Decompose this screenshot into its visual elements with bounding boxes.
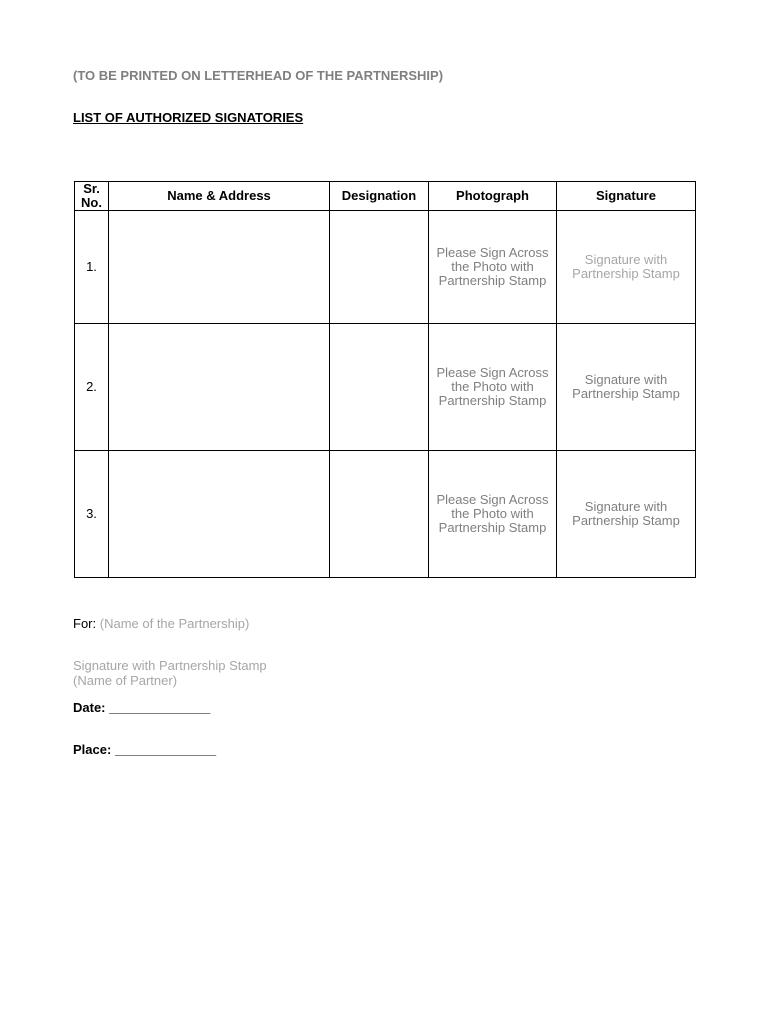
column-header-sr-no-line1: Sr. <box>83 181 100 196</box>
photo-instruction-line1: Please Sign Across <box>436 492 549 507</box>
signature-cell <box>557 451 696 578</box>
table-row <box>75 451 696 578</box>
date-label: Date: <box>73 700 106 715</box>
signature-instruction-line2: Partnership Stamp <box>572 513 680 528</box>
photo-instruction-line3: Partnership Stamp <box>438 520 547 535</box>
photo-instruction-line2: the Photo with <box>451 259 534 274</box>
name-address-cell[interactable] <box>109 324 330 451</box>
letterhead-note: (TO BE PRINTED ON LETTERHEAD OF THE PARTNERSHIP) <box>73 68 444 83</box>
signature-placeholder: Signature with Partnership Stamp <box>73 658 267 673</box>
designation-cell[interactable] <box>330 211 429 324</box>
signatories-table <box>74 181 696 578</box>
place-label: Place: <box>73 742 112 757</box>
for-label: For: <box>73 616 97 631</box>
photo-instruction-line3: Partnership Stamp <box>438 393 547 408</box>
photo-instruction-line1: Please Sign Across <box>436 245 549 260</box>
table-row <box>75 324 696 451</box>
photograph-cell <box>429 211 557 324</box>
column-header-signature: Signature <box>557 182 696 211</box>
sr-no-cell: 2. <box>75 324 109 451</box>
table-row <box>75 211 696 324</box>
place-blank[interactable]: ______________ <box>114 742 217 757</box>
column-header-sr-no <box>75 182 109 211</box>
name-address-cell[interactable] <box>109 211 330 324</box>
signature-instruction-line1: Signature with <box>584 499 668 514</box>
partner-name-placeholder: (Name of Partner) <box>73 673 178 688</box>
signature-cell <box>557 211 696 324</box>
signature-instruction-line2: Partnership Stamp <box>572 386 680 401</box>
signature-instruction-line2: Partnership Stamp <box>572 266 680 281</box>
photo-instruction-line2: the Photo with <box>451 506 534 521</box>
photograph-cell <box>429 451 557 578</box>
column-header-name-address: Name & Address <box>109 182 330 211</box>
place-line <box>73 742 216 757</box>
table-header-row <box>75 182 696 211</box>
photo-instruction-line2: the Photo with <box>451 379 534 394</box>
name-address-cell[interactable] <box>109 451 330 578</box>
designation-cell[interactable] <box>330 451 429 578</box>
column-header-designation: Designation <box>330 182 429 211</box>
signature-cell <box>557 324 696 451</box>
signature-instruction-line1: Signature with <box>584 372 668 387</box>
signature-instruction-line1: Signature with <box>584 252 668 267</box>
column-header-photograph: Photograph <box>429 182 557 211</box>
designation-cell[interactable] <box>330 324 429 451</box>
partnership-name-placeholder: (Name of the Partnership) <box>99 616 250 631</box>
sr-no-cell: 1. <box>75 211 109 324</box>
for-line <box>73 616 249 631</box>
photo-instruction-line1: Please Sign Across <box>436 365 549 380</box>
page-title: LIST OF AUTHORIZED SIGNATORIES <box>73 110 304 125</box>
photo-instruction-line3: Partnership Stamp <box>438 273 547 288</box>
column-header-sr-no-line2: No. <box>81 195 102 210</box>
photograph-cell <box>429 324 557 451</box>
sr-no-cell: 3. <box>75 451 109 578</box>
date-blank[interactable]: ______________ <box>109 700 211 715</box>
date-line <box>73 700 210 715</box>
